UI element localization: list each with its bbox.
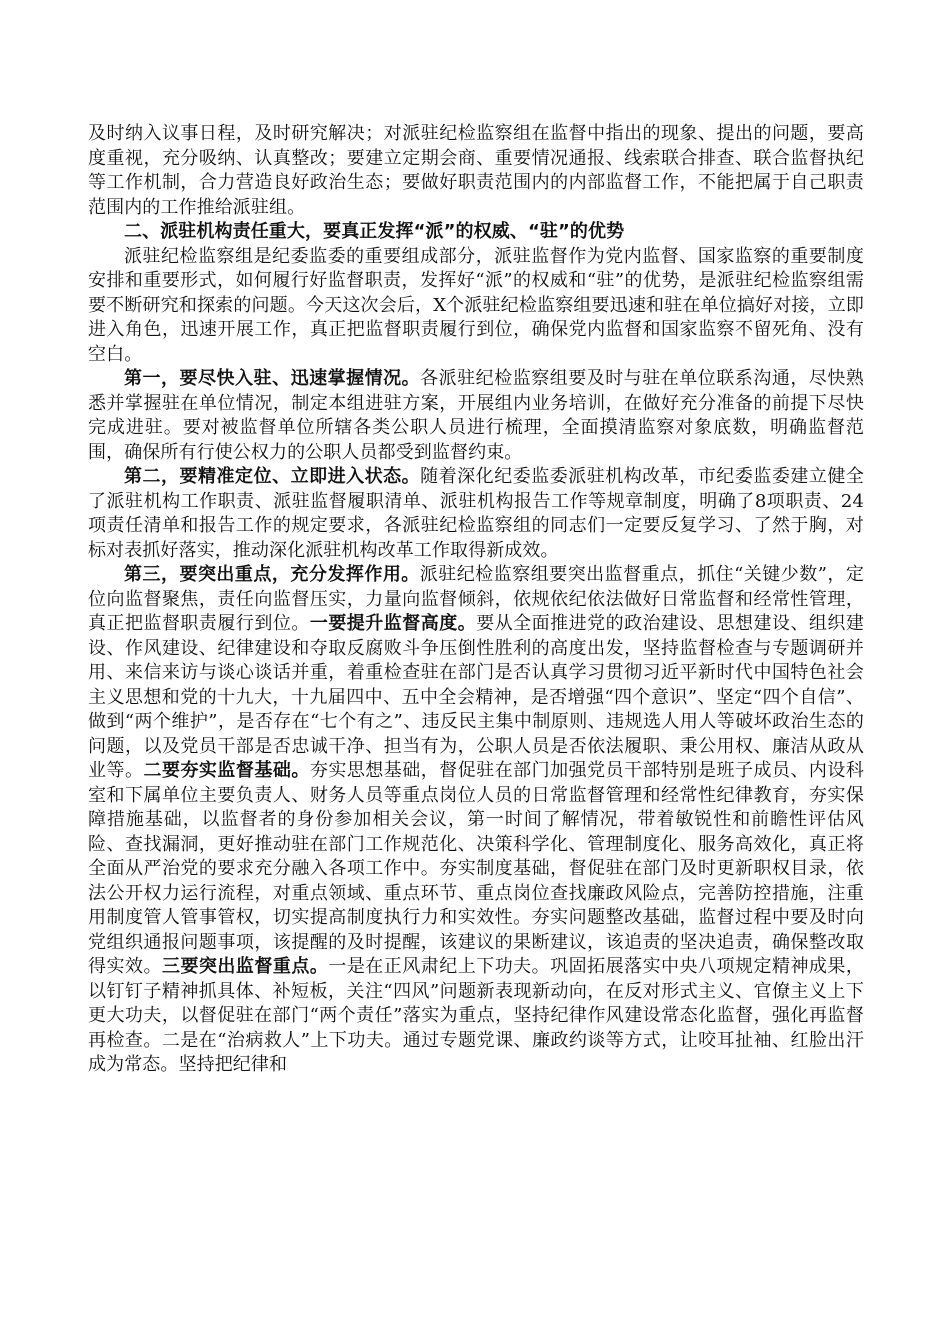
first-point-text: 各派驻纪检监察组要及时与驻在单位联系沟通，尽快熟悉并掌握驻在单位情况，制定本组进驻方案，开展组内业务培训，在做好充分准备的前提下尽快完成进驻。要对被监督单位所辖各类公职人员进行梳理，全面摸清监察对象底数，明确监督范围，确保所有行使公权力的公职人员都受到监督约束。 (88, 368, 864, 463)
section-heading-2: 二、派驻机构责任重大，要真正发挥“派”的权威、“驻”的优势 (124, 221, 625, 242)
subpoint-1-lead: 一要提升监督高度。 (309, 613, 477, 634)
subpoint-2-lead: 二要夯实监督基础。 (143, 760, 310, 781)
third-point-text: 派驻纪检监察组要突出监督重点，抓住“关键少数”，定位向监督聚焦，责任向监督压实，力量向监督倾斜，依规依纪依法做好日常监督和经常性管理，真正把监督职责履行到位。 (88, 564, 864, 634)
paragraph-continuation: 及时纳入议事日程，及时研究解决；对派驻纪检监察组在监督中指出的现象、提出的问题，要高度重视，充分吸纳、认真整改；要建立定期会商、重要情况通报、线索联合排查、联合监督执纪等工作机制，合力营造良好政治生态；要做好职责范围内的内部监督工作，不能把属于自己职责范围内的工作推给派驻组。 (88, 123, 864, 218)
document-body (88, 122, 864, 1078)
subpoint-3-text: 一是在正风肃纪上下功夫。巩固拓展落实中央八项规定精神成果，以钉钉子精神抓具体、补短板，关注“四风”问题新表现新动向，在反对形式主义、官僚主义上下更大功夫，以督促驻在部门“两个责任”落实为重点，坚持纪律作风建设常态化监督，强化再监督再检查。二是在“治病救人”上下功夫。通过专题党课、廉政约谈等方式，让咬耳扯袖、红脸出汗成为常态。坚持把纪律和 (88, 956, 865, 1075)
paragraph-first-point (88, 367, 864, 465)
paragraph-intro: 派驻纪检监察组是纪委监委的重要组成部分，派驻监督作为党内监督、国家监察的重要制度安排和重要形式，如何履行好监督职责，发挥好“派”的权威和“驻”的优势，是派驻纪检监察组需要不断研究和探索的问题。今天这次会后，X个派驻纪检监察组要迅速和驻在单位搞好对接，立即进入角色，迅速开展工作，真正把监督职责履行到位，确保党内监督和国家监察不留死角、没有空白。 (88, 245, 864, 365)
subpoint-2-text: 夯实思想基础，督促驻在部门加强党员干部特别是班子成员、内设科室和下属单位主要负责人、财务人员等重点岗位人员的日常监督管理和经常性纪律教育，夯实保障措施基础，以监督者的身份参加相关会议，第一时间了解情况，带着敏锐性和前瞻性评估风险、查找漏洞，更好推动驻在部门工作规范化、决策科学化、管理制度化、服务高效化，真正将全面从严治党的要求充分融入各项工作中。夯实制度基础，督促驻在部门及时更新职权目录，依法公开权力运行流程，对重点领域、重点环节、重点岗位查找廉政风险点，完善防控措施，注重用制度管人管事管权，切实提高制度执行力和实效性。夯实问题整改基础，监督过程中要及时向党组织通报问题事项，该提醒的及时提醒，该建议的果断建议，该追责的坚决追责，确保整改取得实效。 (88, 760, 865, 977)
third-point-lead: 第三，要突出重点，充分发挥作用。 (124, 564, 420, 585)
second-point-lead: 第二，要精准定位、立即进入状态。 (124, 466, 421, 487)
paragraph-second-point (88, 465, 864, 563)
second-point-text: 随着深化纪委监委派驻机构改革，市纪委监委建立健全了派驻机构工作职责、派驻监督履职清单、派驻机构报告工作等规章制度，明确了8项职责、24项责任清单和报告工作的规定要求，各派驻纪检监察组的同志们一定要反复学习、了然于胸，对标对表抓好落实，推动深化派驻机构改革工作取得新成效。 (88, 466, 864, 561)
paragraph-third-point (88, 563, 864, 1078)
subpoint-1-text: 要从全面推进党的政治建设、思想建设、组织建设、作风建设、纪律建设和夺取反腐败斗争压倒性胜利的高度出发，坚持监督检查与专题调研并用、来信来访与谈心谈话并重，着重检查驻在部门是否认真学习贯彻习近平新时代中国特色社会主义思想和党的十九大，十九届四中、五中全会精神，是否增强“四个意识”、坚定“四个自信”、做到“两个维护”，是否存在“七个有之”、违反民主集中制原则、违规选人用人等破坏政治生态的问题，以及党员干部是否忠诚干净、担当有为，公职人员是否依法履职、秉公用权、廉洁从政从业等。 (88, 613, 864, 781)
subpoint-3-lead: 三要突出监督重点。 (161, 956, 329, 977)
first-point-lead: 第一，要尽快入驻、迅速掌握情况。 (124, 368, 421, 389)
